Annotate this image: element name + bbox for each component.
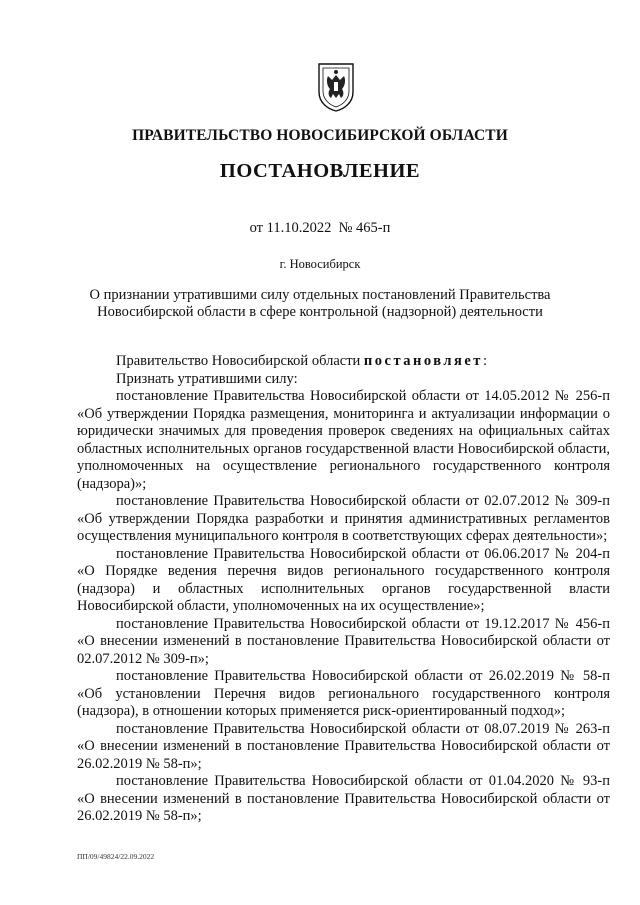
intro-emphasis: постановляет	[363, 353, 483, 369]
recognize-paragraph: Признать утратившими силу:	[116, 370, 298, 387]
subject-line-1: О признании утратившими силу отдельных постановлений Правительства	[89, 287, 551, 303]
document-subject	[60, 287, 580, 321]
subject-line-2: Новосибирской области в сфере контрольной (надзорной) деятельности	[97, 304, 543, 320]
novosibirsk-coat-of-arms-icon	[316, 62, 356, 112]
intro-paragraph	[77, 353, 610, 371]
intro-prefix: Правительство Новосибирской области	[116, 353, 364, 369]
list-item: постановление Правительства Новосибирской области от 02.07.2012 № 309-п «Об утверждении Порядка разработки и принятия административных регламентов осуществления муниципального контроля в соответствующих сферах деятельности»;	[77, 493, 610, 544]
city-line: г. Новосибирск	[279, 257, 361, 271]
document-body	[77, 353, 610, 826]
organization-title: ПРАВИТЕЛЬСТВО НОВОСИБИРСКОЙ ОБЛАСТИ	[132, 127, 508, 144]
list-item: постановление Правительства Новосибирской области от 26.02.2019 № 58-п «Об установлении Перечня видов регионального государственного контроля (надзора), в отношении которых применяется риск-ориентированный подход»;	[77, 668, 610, 719]
intro-suffix: :	[482, 353, 487, 369]
list-item: постановление Правительства Новосибирской области от 08.07.2019 № 263-п «О внесении изменений в постановление Правительства Новосибирской области от 26.02.2019 № 58-п»;	[77, 720, 610, 772]
list-item: постановление Правительства Новосибирской области от 06.06.2017 № 204-п «О Порядке ведения перечня видов регионального государственного контроля (надзора) и областных исполнительных органов государственной власти Новосибирской области, уполномоченных на их осуществление»;	[77, 545, 610, 614]
list-item: постановление Правительства Новосибирской области от 19.12.2017 № 456-п «О внесении изменений в постановление Правительства Новосибирской области от 02.07.2012 № 309-п»;	[77, 615, 610, 667]
list-item: постановление Правительства Новосибирской области от 01.04.2020 № 93-п «О внесении изменений в постановление Правительства Новосибирской области от 26.02.2019 № 58-п»;	[77, 773, 610, 824]
list-item: постановление Правительства Новосибирской области от 14.05.2012 № 256-п «Об утверждении Порядка размещения, мониторинга и актуализации информации о юридически значимых для проведения проверок сведениях на официальных сайтах областных исполнительных органов государственной власти Новосибирской области, уполномоченных на осуществление регионального государственного контроля (надзора)»;	[77, 388, 610, 492]
date-and-number: от 11.10.2022 № 465-п	[249, 220, 391, 236]
footer-code: ПП/09/49824/22.09.2022	[77, 852, 155, 861]
document-type-title: ПОСТАНОВЛЕНИЕ	[219, 160, 421, 182]
